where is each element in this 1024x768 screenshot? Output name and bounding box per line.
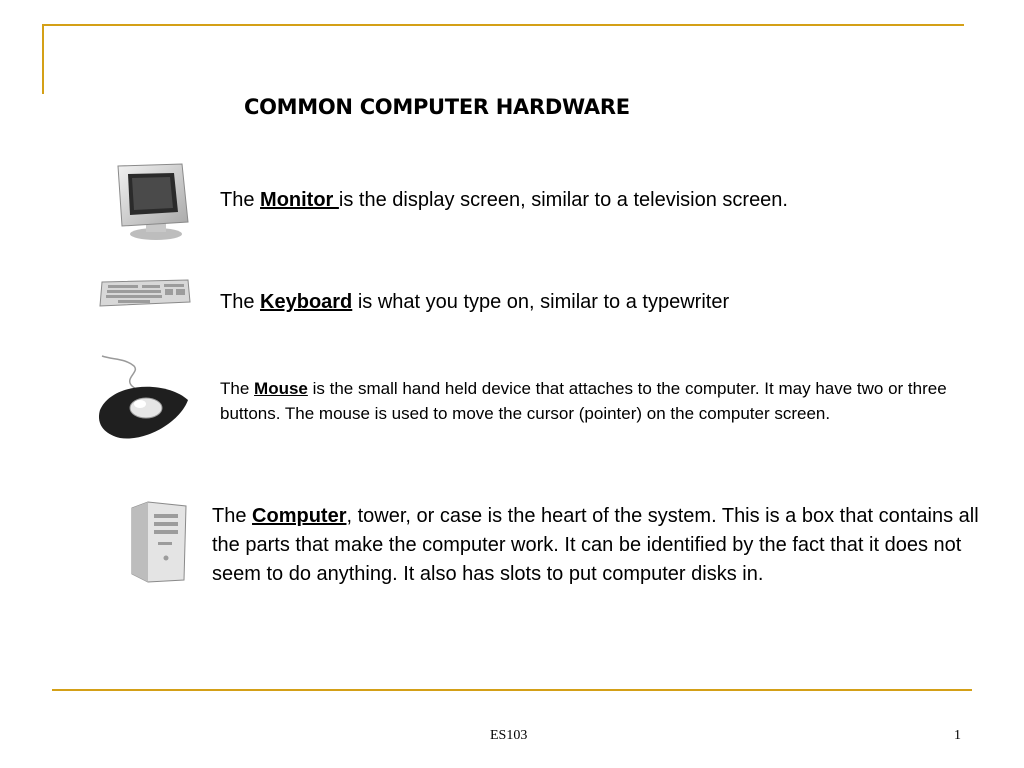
- keyboard-description: [220, 288, 729, 317]
- top-rule-horizontal: [42, 24, 964, 26]
- computer-rest: , tower, or case is the heart of the system. This is a box that contains all the parts that make the computer work. It can be identified by the fact that it does not seem to do anything. It also has slots to put computer disks in.: [212, 505, 979, 585]
- keyboard-rest: is what you type on, similar to a typewriter: [352, 291, 730, 313]
- keyboard-term: Keyboard: [260, 291, 353, 313]
- keyboard-prefix: The: [220, 291, 261, 313]
- monitor-prefix: The: [220, 189, 261, 211]
- top-rule-vertical: [42, 24, 44, 94]
- mouse-term: Mouse: [254, 379, 308, 398]
- keyboard-icon: [98, 276, 192, 310]
- footer-label: ES103: [490, 728, 528, 743]
- bottom-rule: [52, 689, 972, 691]
- slide-title: COMMON COMPUTER HARDWARE: [244, 95, 630, 119]
- computer-prefix: The: [212, 505, 253, 527]
- mouse-icon: [94, 352, 194, 448]
- page-number: 1: [954, 728, 961, 743]
- computer-term: Computer: [252, 505, 347, 527]
- monitor-description: [220, 186, 788, 215]
- mouse-rest: is the small hand held device that attaches to the computer. It may have two or three buttons. The mouse is used to move the cursor (pointer) on the computer screen.: [220, 379, 947, 423]
- computer-description: [212, 502, 1002, 589]
- monitor-icon: [112, 160, 196, 244]
- mouse-prefix: The: [220, 379, 255, 398]
- mouse-description: [220, 376, 1000, 426]
- computer-tower-icon: [128, 500, 188, 584]
- monitor-term: Monitor: [260, 189, 339, 211]
- monitor-rest: is the display screen, similar to a television screen.: [338, 189, 788, 211]
